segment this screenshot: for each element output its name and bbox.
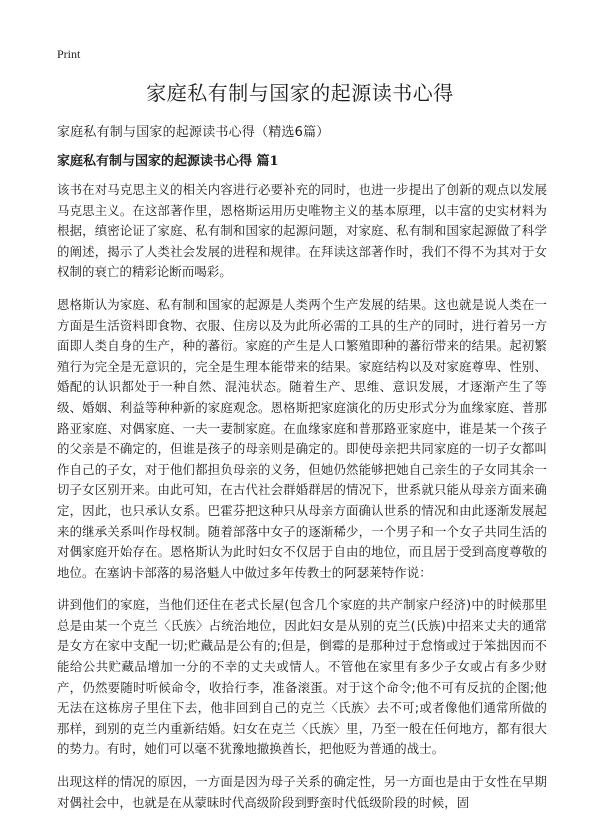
section-heading: 家庭私有制与国家的起源读书心得 篇1 <box>57 154 279 169</box>
page-title: 家庭私有制与国家的起源读书心得 <box>146 81 454 105</box>
paragraph-2: 恩格斯认为家庭、私有制和国家的起源是人类两个生产发展的结果。这也就是说人类在一方面是生活资料即食物、衣服、住房以及为此所必需的工具的生产的同时，进行着另一方面即人类自身的生产，种的蕃衍。家庭的产生是人口繁殖即种的蕃衍带来的结果。起初繁殖行为完全是无意识的，完全是生理本能带来的结果。家庭结构以及对家庭尊卑、性别、婚配的认识都处于一种自然、混沌状态。随着生产、思维、意识发展，才逐渐产生了等级、婚姻、利益等种种新的家庭观念。恩格斯把家庭演化的历史形式分为血缘家庭、普那路亚家庭、对偶家庭、一夫一妻制家庭。在血缘家庭和普那路亚家庭中，谁是某一个孩子的父亲是不确定的，但谁是孩子的母亲则是确定的。即使母亲把共同家庭的一切子女都叫作自己的子女，对于他们都担负母亲的义务，但她仍然能够把她自己亲生的子女同其余一切子女区别开来。由此可知，在古代社会群婚群居的情况下，世系就只能从母亲方面来确定，因此，也只承认女系。巴霍芬把这种只从母亲方面确认世系的情况和由此逐渐发展起来的继承关系叫作母权制。随着部落中女子的逐渐稀少，一个男子和一个女子共同生活的对偶家庭开始存在。恩格斯认为此时妇女不仅居于自由的地位，而且居于受到高度尊敬的地位。在塞讷卡部落的易洛魁人中做过多年传教士的阿瑟莱特作说： <box>57 296 547 580</box>
article-body <box>57 180 547 825</box>
paragraph-4: 出现这样的情况的原因，一方面是因为母子关系的确定性，另一方面也是由于女性在早期对偶社会中，也就是在从蒙昧时代高级阶段到野蛮时代低级阶段的时候，固 <box>57 774 547 810</box>
paragraph-1: 该书在对马克思主义的相关内容进行必要补充的同时，也进一步提出了创新的观点以发展马克思主义。在这部著作里，恩格斯运用历史唯物主义的基本原理，以丰富的史实材料为根据，缜密论证了家庭、私有制和国家的起源问题，对家庭、私有制和国家起源做了科学的阐述，揭示了人类社会发展的进程和规律。在拜读这部著作时，我们不得不为其对于女权制的衰亡的精彩论断而喝彩。 <box>57 182 547 280</box>
print-label: Print <box>57 47 81 61</box>
paragraph-3: 讲到他们的家庭，当他们还住在老式长屋(包含几个家庭的共产制家户经济)中的时候那里总是由某一个克兰〈氏族〉占统治地位，因此妇女是从别的克兰(氏族)中招来丈夫的通常是女方在家中支配一切;贮藏品是公有的;但是，倒霉的是那种过于怠惰或过于笨拙因而不能给公共贮藏品增加一分的不幸的丈夫或情人。不管他在家里有多少子女或占有多少财产，仍然要随时听候命令，收拾行李，准备滚蛋。对于这个命令;他不可有反抗的企图;他无法在这栋房子里住下去，他非回到自己的克兰〈氏族〉去不可;或者像他们通常所做的那样，到别的克兰内重新结婚。妇女在克兰〈氏族〉里，乃至一般在任何地方，都有很大的势力。有时，她们可以毫不犹豫地撤换酋长，把他贬为普通的战士。 <box>57 597 547 757</box>
document-subtitle: 家庭私有制与国家的起源读书心得（精选6篇） <box>57 125 330 140</box>
